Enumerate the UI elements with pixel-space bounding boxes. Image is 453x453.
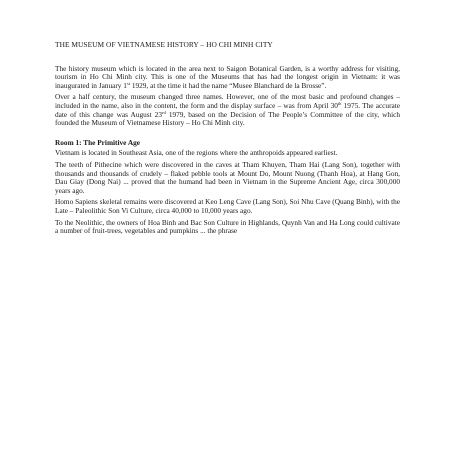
document-title: THE MUSEUM OF VIETNAMESE HISTORY – HO CHI MINH CITY xyxy=(55,40,273,49)
intro-p1-text-end: 1929, at the time it had the name “Musee Blanchard de la Brosse”. xyxy=(130,80,327,90)
intro-paragraph-2 xyxy=(55,93,400,127)
intro-p2-text: Over a half century, the museum changed three names. However, one of the most basic and profound changes – included in the name, also in the content, the form and the display surface – was from April 30 xyxy=(55,92,400,110)
room-1-paragraph: Vietnam is located in Southeast Asia, one of the regions where the anthropoids appeared earliest. xyxy=(55,148,338,158)
room-1-paragraph: The teeth of Pithecine which were discovered in the caves at Tham Khuyen, Tham Hai (Lang Son), together with thousands and thousands of crudely – flaked pebble tools at Mount Do, Mount Nuong (Thanh Hoa), at Hang Gon, Dau Giay (Dong Nai) ... proved that the humand had been in Vietnam in the Supreme Ancient Age, circa 300,000 years ago. xyxy=(55,159,400,195)
room-1-heading: Room 1: The Primitive Age xyxy=(55,137,140,147)
ordinal-suffix: st xyxy=(126,80,131,86)
document-page xyxy=(55,41,400,239)
intro-p2-text-end: 1979, based on the Decision of The People’s Committee of the city, which founded the Museum of Vietnamese History – Ho Chi Minh city. xyxy=(55,109,400,128)
room-1-paragraph: To the Neolithic, the owners of Hoa Binh and Bac Son Culture in Highlands, Quynh Van and Ha Long could cultivate a number of fruit-trees, vegetables and pumpkins ... the phrase xyxy=(55,217,400,236)
ordinal-suffix: th xyxy=(337,100,342,106)
intro-p2-text-mid: 1975. The accurate date of this change was August 23 xyxy=(55,100,401,119)
room-1-paragraph: Homo Sapiens skeletal remains were discovered at Keo Leng Cave (Lang Son), Soi Nhu Cave (Quang Binh), with the Late – Paleolithic Son Vi Culture, circa 40,000 to 10,000 years ago. xyxy=(55,197,400,215)
intro-p1-text: The history museum which is located in the area next to Saigon Botanical Garden, is a worthy address for visiting, tourism in Ho Chi Minh city. This is one of the Museums that has had the longest origin in Vietnam: it was inaugurated in January 1 xyxy=(55,63,400,90)
ordinal-suffix: rd xyxy=(161,109,166,115)
intro-paragraph-1 xyxy=(55,65,400,91)
